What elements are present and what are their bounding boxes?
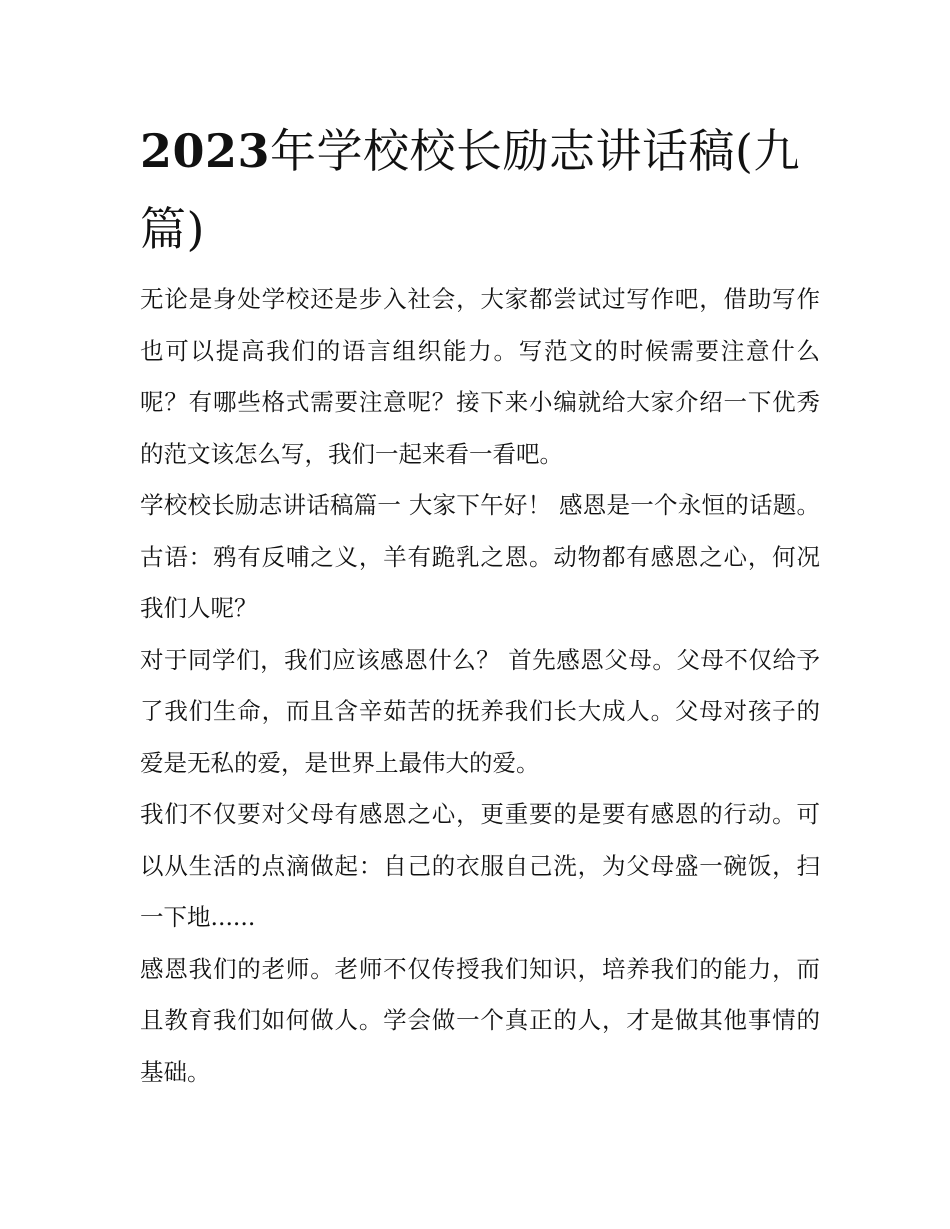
title-year: 2023 [140, 124, 271, 178]
paragraph-thank-parents: 对于同学们，我们应该感恩什么？ 首先感恩父母。父母不仅给予了我们生命，而且含辛茹苦的抚养我们长大成人。父母对孩子的爱是无私的爱，是世界上最伟大的爱。 [140, 645, 820, 777]
paragraph-intro: 无论是身处学校还是步入社会，大家都尝试过写作吧，借助写作也可以提高我们的语言组织能力。写范文的时候需要注意什么呢？有哪些格式需要注意呢？接下来小编就给大家介绍一下优秀的范文该怎么写，我们一起来看一看吧。 [140, 285, 820, 468]
paragraph-speech-opening: 学校校长励志讲话稿篇一 大家下午好！ 感恩是一个永恒的话题。古语：鸦有反哺之义，羊有跪乳之恩。动物都有感恩之心，何况我们人呢？ [140, 491, 820, 622]
title-text: 年学校校长励志讲话稿(九篇) [140, 124, 800, 256]
document-title [140, 112, 820, 268]
document-body [140, 274, 820, 1098]
paragraph-thank-teachers: 感恩我们的老师。老师不仅传授我们知识，培养我们的能力，而且教育我们如何做人。学会做一个真正的人，才是做其他事情的基础。 [140, 954, 820, 1086]
document-page [140, 112, 820, 1098]
paragraph-gratitude-actions: 我们不仅要对父母有感恩之心，更重要的是要有感恩的行动。可以从生活的点滴做起：自己的衣服自己洗，为父母盛一碗饭，扫一下地...... [140, 800, 820, 931]
